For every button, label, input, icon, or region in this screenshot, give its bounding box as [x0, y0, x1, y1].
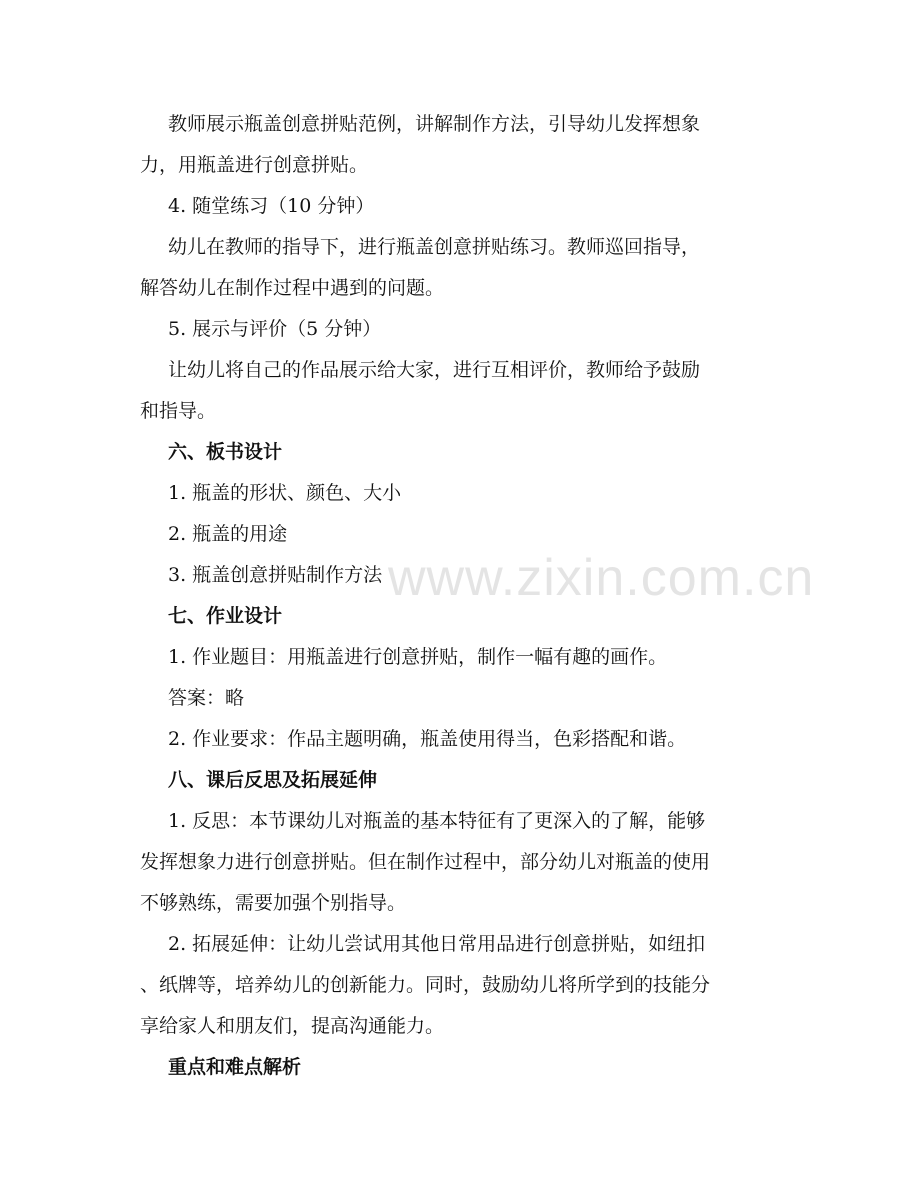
paragraph-line: 教师展示瓶盖创意拼贴范例，讲解制作方法，引导幼儿发挥想象 — [168, 113, 701, 135]
list-item: 1. 反思：本节课幼儿对瓶盖的基本特征有了更深入的了解，能够 — [168, 810, 706, 832]
paragraph-line: 不够熟练，需要加强个别指导。 — [140, 892, 407, 914]
paragraph-line: 发挥想象力进行创意拼贴。但在制作过程中，部分幼儿对瓶盖的使用 — [140, 851, 711, 873]
paragraph-line: 解答幼儿在制作过程中遇到的问题。 — [140, 277, 445, 299]
paragraph-line: 力，用瓶盖进行创意拼贴。 — [140, 154, 369, 176]
list-item: 2. 作业要求：作品主题明确，瓶盖使用得当，色彩搭配和谐。 — [168, 728, 687, 750]
section-heading: 七、作业设计 — [168, 605, 283, 627]
list-item: 5. 展示与评价（5 分钟） — [168, 318, 382, 340]
paragraph-line: 享给家人和朋友们，提高沟通能力。 — [140, 1015, 445, 1037]
paragraph-line: 让幼儿将自己的作品展示给大家，进行互相评价，教师给予鼓励 — [168, 359, 701, 381]
list-item: 3. 瓶盖创意拼贴制作方法 — [168, 564, 383, 586]
section-heading: 六、板书设计 — [168, 441, 283, 463]
section-heading: 八、课后反思及拓展延伸 — [168, 769, 378, 791]
list-item: 2. 瓶盖的用途 — [168, 523, 288, 545]
paragraph-line: 和指导。 — [140, 400, 217, 422]
list-item: 2. 拓展延伸：让幼儿尝试用其他日常用品进行创意拼贴，如纽扣 — [168, 933, 706, 955]
list-item: 1. 作业题目：用瓶盖进行创意拼贴，制作一幅有趣的画作。 — [168, 646, 668, 668]
paragraph-line: 幼儿在教师的指导下，进行瓶盖创意拼贴练习。教师巡回指导， — [168, 236, 701, 258]
paragraph-line: 、纸牌等，培养幼儿的创新能力。同时，鼓励幼儿将所学到的技能分 — [140, 974, 711, 996]
watermark: www.zixin.com.cn — [388, 549, 815, 607]
answer-line: 答案：略 — [168, 687, 245, 709]
section-heading: 重点和难点解析 — [168, 1056, 302, 1078]
list-item: 4. 随堂练习（10 分钟） — [168, 195, 375, 217]
list-item: 1. 瓶盖的形状、颜色、大小 — [168, 482, 402, 504]
